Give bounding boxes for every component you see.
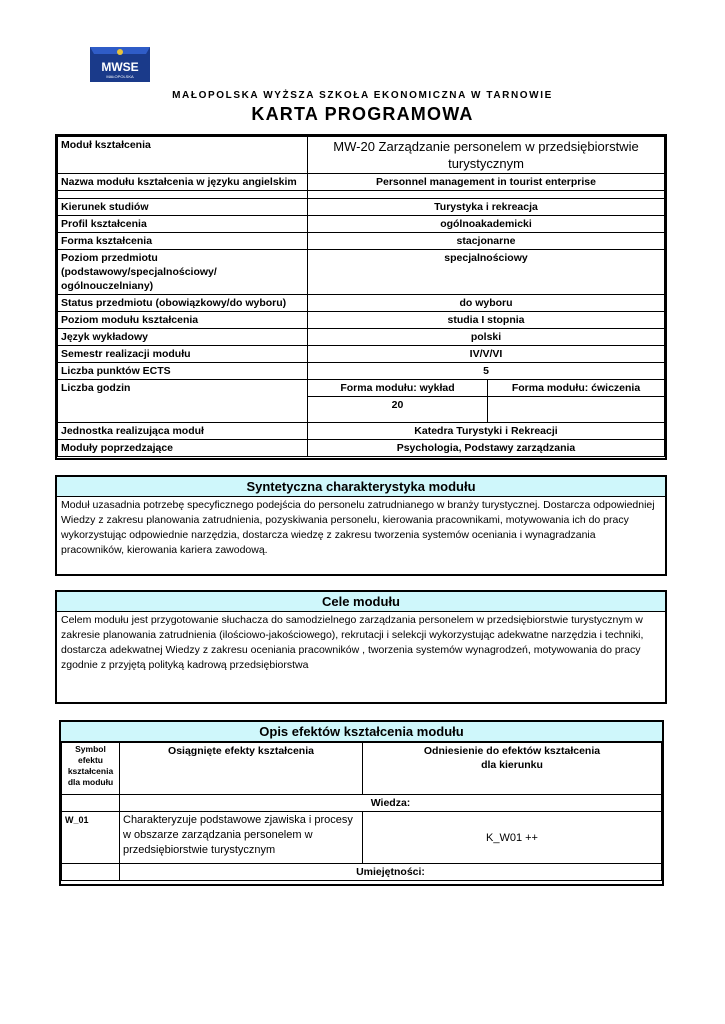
module-label: Moduł kształcenia [58,137,308,174]
table-row [62,812,662,864]
language-label: Język wykładowy [58,329,308,346]
unit-value: Katedra Turystyki i Rekreacji [308,423,665,440]
field-label: Kierunek studiów [58,199,308,216]
goals-body: Celem modułu jest przygotowanie słuchacza do samodzielnego zarządzania personelem w przedsiębiorstwie turystycznym w zakresie planowania zatrudnienia (ilościowo-jakościowego), rekrutacji i selekcji wykorzystując adekwatne narzędzia i techniki, dostarcza adekwatnej Wiedzy z zakresu oceniania pracowników , tworzenia systemów wynagrodzeń, motywowania do pracy zgodnie z przyjętą polityką kadrową przedsiębiorstwa [61,614,644,671]
goals-title: Cele modułu [57,592,665,612]
synthesis-body: Moduł uzasadnia potrzebę specyficznego podejścia do personelu zatrudnianego w branży turystycznej. Dostarcza odpowiedniej Wiedzy z zakresu planowania zatrudnienia, pozyskiwania personelu, kierowania pracownikami, motywowania ich do pracy wykorzystując odpowiednie narzędzia, dostarcza wiedzę z zakresu tworzenia systemów oceniania i wynagradzania pracowników, kierowania kariera zawodową. [61,499,655,556]
page-title: KARTA PROGRAMOWA [251,104,474,124]
reference-header: Odniesienie do efektów kształcenia dla kierunku [363,743,662,795]
lecture-label: Forma modułu: wykład [308,380,488,397]
synthesis-title: Syntetyczna charakterystyka modułu [57,477,665,497]
semester-label: Semestr realizacji modułu [58,346,308,363]
symbol-header: Symbol efektu kształcenia dla modułu [62,743,120,795]
english-name-value: Personnel management in tourist enterprise [308,174,665,191]
hours-label: Liczba godzin [58,380,308,423]
language-value: polski [308,329,665,346]
module-level-value: studia I stopnia [308,312,665,329]
skills-label: Umiejętności: [120,864,662,881]
module-level-label: Poziom modułu kształcenia [58,312,308,329]
module-info-box [55,134,667,460]
prereq-value: Psychologia, Podstawy zarządzania [308,440,665,457]
outcomes-title: Opis efektów kształcenia modułu [61,722,662,742]
logo-text: MWSE [101,60,139,74]
logo-subtext: MAŁOPOLSKA [106,74,134,79]
outcomes-header: Osiągnięte efekty kształcenia [120,743,363,795]
knowledge-label: Wiedza: [120,795,662,812]
exercises-label: Forma modułu: ćwiczenia [488,380,665,397]
level-value: specjalnościowy [308,250,665,295]
module-value: MW-20 Zarządzanie personelem w przedsiębiorstwie turystycznym [308,137,665,174]
status-label: Status przedmiotu (obowiązkowy/do wyboru) [58,295,308,312]
form-value: stacjonarne [308,233,665,250]
outcomes-box [59,720,664,886]
exercises-hours [488,397,665,423]
semester-value: IV/V/VI [308,346,665,363]
goals-box [55,590,667,704]
level-label: Poziom przedmiotu (podstawowy/specjalnościowy/ ogólnouczelniany) [58,250,308,295]
lecture-hours: 20 [308,397,488,423]
profile-value: ogólnoakademicki [308,216,665,233]
field-value: Turystyka i rekreacja [308,199,665,216]
outcome-symbol: W_01 [62,812,120,864]
outcomes-table [61,742,662,881]
module-info-table [57,136,665,457]
ects-label: Liczba punktów ECTS [58,363,308,380]
form-label: Forma kształcenia [58,233,308,250]
outcome-reference: K_W01 ++ [363,812,662,864]
school-name: MAŁOPOLSKA WYŻSZA SZKOŁA EKONOMICZNA W TARNOWIE [172,90,553,101]
english-name-label: Nazwa modułu kształcenia w języku angielskim [58,174,308,191]
profile-label: Profil kształcenia [58,216,308,233]
prereq-label: Moduły poprzedzające [58,440,308,457]
status-value: do wyboru [308,295,665,312]
ects-value: 5 [308,363,665,380]
unit-label: Jednostka realizująca moduł [58,423,308,440]
school-logo [86,44,154,86]
synthesis-box [55,475,667,576]
outcome-description: Charakteryzuje podstawowe zjawiska i procesy w obszarze zarządzania personelem w przedsiębiorstwie turystycznym [120,812,363,864]
